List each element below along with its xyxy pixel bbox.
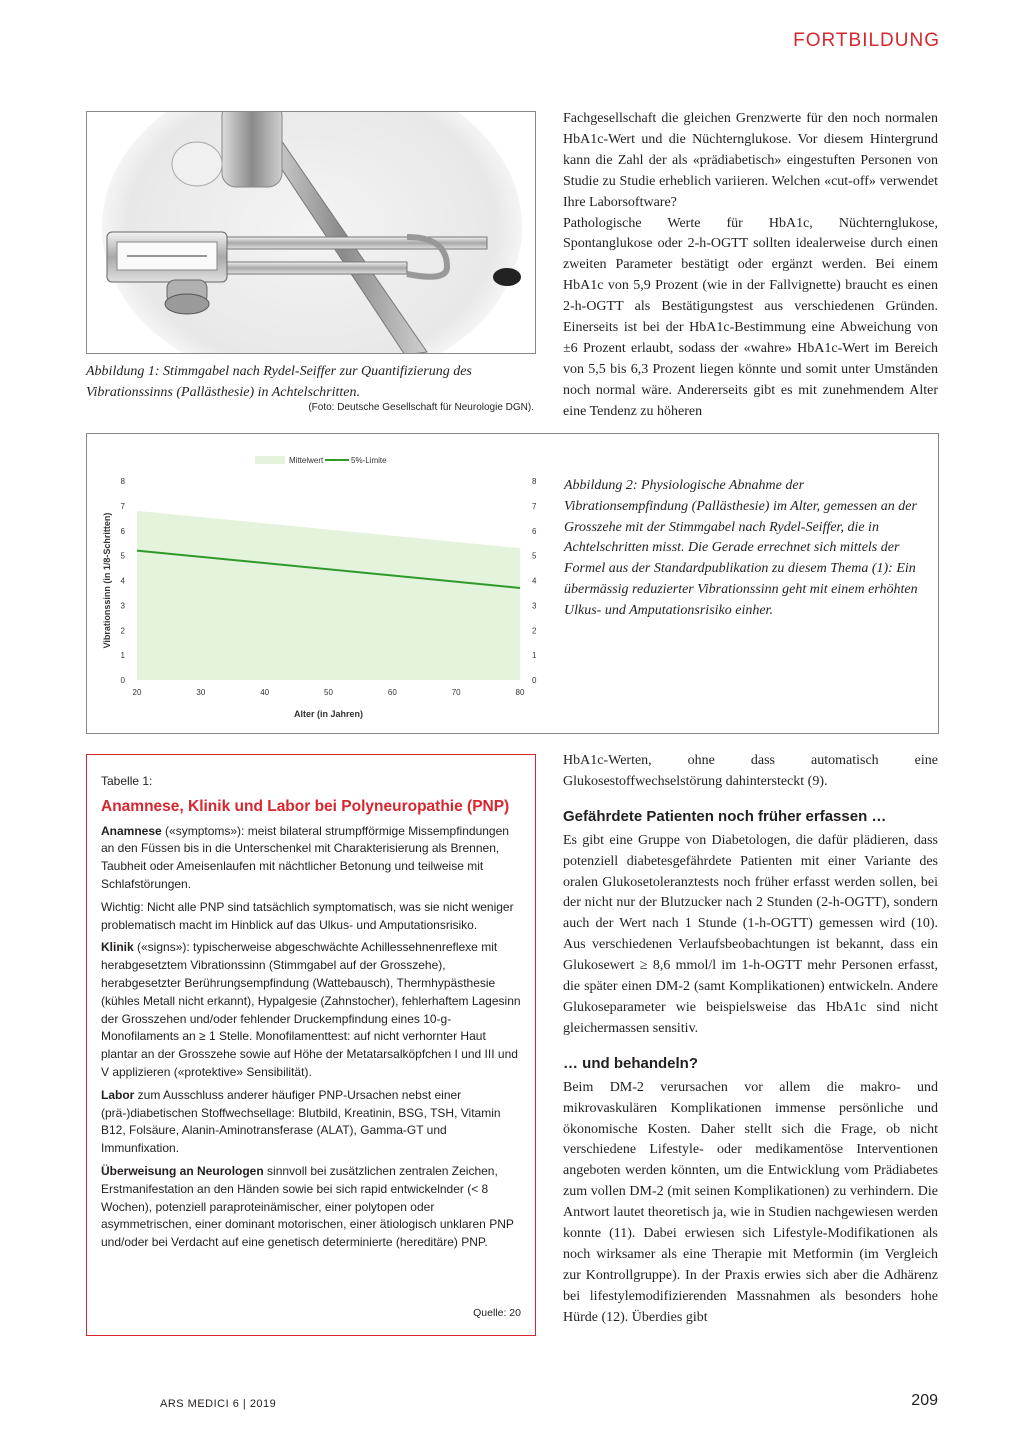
y-tick-label-right: 1 xyxy=(532,651,537,661)
paragraph: Es gibt eine Gruppe von Diabetologen, die dafür plädieren, dass potenziell diabetesgefährdete Patienten mit einer Variante des oralen Glukosetoleranztests noch früher erfasst werden sollen, bei der nicht nur der Blutzucker nach 2 Stunden (2-h-OGTT), sondern auch der Wert nach 1 Stunde (1-h-OGTT) gemessen wird (10). Aus verschiedenen Verlaufsbeobachtungen ist bekannt, dass ein Glukosewert ≥ 8,6 mmol/l im 1-h-OGTT mehr Personen erfasst, die später einen DM-2 (samt Komplikationen) entwickeln. Andere Glukoseparameter wie beispielsweise das HbA1c sind nicht gleichermassen sensitiv. xyxy=(563,832,938,1036)
x-tick-label: 50 xyxy=(324,688,333,697)
labor-head: Labor xyxy=(101,1087,135,1102)
y-tick-label-left: 2 xyxy=(120,626,125,636)
y-tick-label-left: 6 xyxy=(120,526,125,536)
paragraph: HbA1c-Werten, ohne dass automatisch eine Glukosestoffwechselstörung dahintersteckt (9). xyxy=(563,753,938,789)
tuning-fork-illustration xyxy=(87,112,536,354)
y-tick-label-right: 6 xyxy=(532,526,537,536)
chart-frame xyxy=(86,433,939,734)
paragraph: Beim DM-2 verursachen vor allem die makro- und mikrovaskulären Komplikationen immense persönliche und ökonomische Kosten. Daher stellt sich die Frage, ob nicht verschiedene Lifestyle- oder medikamentöse Interventionen angeboten werden könnten, um die Entwicklung vom Prädiabetes zum vollen DM-2 (mit seinen Komplikationen) zu verhindern. Die Antwort lautet theoretisch ja, wie in Studien nachgewiesen werden konnte (11). Dabei erwiesen sich Lifestyle-Modifikationen als noch wirksamer als eine Therapie mit Metformin (im Vergleich zur Kontrollgruppe). In der Praxis erwies sich aber die Adhärenz bei lifestylemodifizierenden Massnahmen als besonders hohe Hürde (12). Überdies gibt xyxy=(563,1079,938,1325)
table-labor xyxy=(101,1087,521,1158)
table-klinik xyxy=(101,939,521,1081)
y-tick-label-left: 0 xyxy=(120,676,125,685)
right-column-top xyxy=(563,109,938,423)
y-tick-label-right: 5 xyxy=(532,551,537,561)
right-column-bottom xyxy=(563,751,938,1329)
y-tick-label-right: 2 xyxy=(532,626,537,636)
tuning-fork-photo xyxy=(86,111,536,354)
legend-swatch-mittelwert xyxy=(255,456,285,464)
x-tick-label: 60 xyxy=(387,688,397,697)
section-title: FORTBILDUNG xyxy=(793,30,940,51)
figure2-caption: Abbildung 2: Physiologische Abnahme der Vibrationsempfindung (Pallästhesie) im Alter, gemessen an der Grosszehe mit der Stimmgabel nach Rydel-Seiffer, die in Achtelschritten misst. Die Gerade errechnet sich mittels der Formel aus der Standardpublikation zu diesem Thema (1): Ein übermässig reduzierter Vibrationssinn geht mit einem erhöhten Ulkus- und Amputationsrisiko einher. xyxy=(564,478,918,618)
y-tick-label-left: 1 xyxy=(120,651,125,661)
y-tick-label-left: 7 xyxy=(120,501,125,511)
table-anamnese xyxy=(101,823,521,894)
page-number: 209 xyxy=(911,1392,938,1409)
ueberweisung-head: Überweisung an Neurologen xyxy=(101,1163,264,1178)
x-tick-label: 80 xyxy=(515,688,525,697)
y-tick-label-left: 5 xyxy=(120,551,125,561)
footer-journal: ARS MEDICI 6 | 2019 xyxy=(160,1398,277,1410)
y-tick-label-left: 3 xyxy=(120,601,125,611)
table-label: Tabelle 1: xyxy=(101,774,153,788)
figure1-caption: Abbildung 1: Stimmgabel nach Rydel-Seiffer zur Quantifizierung des Vibrationssinns (Pallästhesie) in Achtelschritten. xyxy=(86,364,472,400)
anamnese-head: Anamnese xyxy=(101,823,162,838)
x-tick-label: 20 xyxy=(132,688,142,697)
klinik-text: («signs»): typischerweise abgeschwächte Achillessehnenreflexe mit herabgesetztem Vibrationssinn (Stimmgabel auf der Grosszehe), herabgesetzter Berührungsempfindung (Wattebausch), Thermhypästhesie (kühles Metall nicht erkannt), Hypalgesie (Zahnstocher), fehlerhaftem Lagesinn der Grosszehen und/oder fehlender Druckempfindung eines 10-g-Monofilaments an ≥ 1 Stelle. Monofilamenttest: auf nicht verhornter Haut plantar an der Grosszehe sowie auf Höhe der Metatarsalköpfchen I und III und V applizieren («protektive» Sensibilität). xyxy=(101,940,521,1079)
paragraph: Pathologische Werte für HbA1c, Nüchternglukose, Spontanglukose oder 2-h-OGTT sollten idealerweise durch einen zweiten Parameter bestätigt oder ergänzt werden. Bei einem HbA1c von 5,9 Prozent (wie in der Fallvignette) braucht es einen 2-h-OGTT als Bestätigungstest aus verschiedenen Gründen. Einerseits ist bei der HbA1c-Bestimmung eine Abweichung von ±6 Prozent erlaubt, sodass der «wahre» HbA1c-Wert im Bereich von 5,5 bis 6,3 Prozent liegen könnte und somit unter Umständen noch normal wäre. Andererseits gibt es mit zunehmendem Alter eine Tendenz zu höheren xyxy=(563,215,938,419)
table-ueberweisung xyxy=(101,1163,521,1252)
labor-text: zum Ausschluss anderer häufiger PNP-Ursachen nebst einer (prä-)diabetischen Stoffwechsellage: Blutbild, Kreatinin, BSG, TSH, Vitamin B12, Folsäure, Alanin-Aminotransferase (ALAT), Gamma-GT und Immunfixation. xyxy=(101,1087,501,1156)
y-axis-label: Vibrationssinn (in 1/8-Schritten) xyxy=(102,512,112,649)
x-tick-label: 40 xyxy=(260,688,270,697)
y-tick-label-right: 7 xyxy=(532,501,537,511)
legend-label-mittelwert: Mittelwert xyxy=(289,456,324,465)
table-1-box xyxy=(86,754,536,1336)
table-wichtig: Wichtig: Nicht alle PNP sind tatsächlich symptomatisch, was sie nicht weniger problematisch macht im Hinblick auf das Ulkus- und Amputationsrisiko. xyxy=(101,899,514,932)
y-tick-label-right: 8 xyxy=(532,477,537,486)
table-title: Anamnese, Klinik und Labor bei Polyneuropathie (PNP) xyxy=(101,797,510,815)
ueberweisung-text: sinnvoll bei zusätzlichen zentralen Zeichen, Erstmanifestation an den Händen sowie bei sich rapid entwickelnder (< 8 Wochen), potenziell paraproteinämischer, einer polytopen oder asymmetrischen, einer dominant motorischen, einer ätiologisch unklaren PNP und/oder bei Verdacht auf eine genetisch determinierte (hereditäre) PNP. xyxy=(101,1163,514,1250)
y-tick-label-right: 0 xyxy=(532,676,537,685)
x-tick-label: 30 xyxy=(196,688,206,697)
figure1-credit: (Foto: Deutsche Gesellschaft für Neurologie DGN). xyxy=(308,402,534,413)
anamnese-text: («symptoms»): meist bilateral strumpfförmige Missempfindungen an den Füssen bis in die Unterschenkel mit Charakterisierung als Brennen, Taubheit oder Ameisenlaufen mit nächtlicher Betonung und teilweise mit Schlafstörungen. xyxy=(101,823,509,891)
y-tick-label-left: 8 xyxy=(120,477,125,486)
subheading: … und behandeln? xyxy=(563,1054,698,1072)
y-tick-label-right: 3 xyxy=(532,601,537,611)
vibration-chart xyxy=(87,434,547,735)
x-axis-label: Alter (in Jahren) xyxy=(293,709,364,719)
y-tick-label-right: 4 xyxy=(532,576,537,586)
subheading: Gefährdete Patienten noch früher erfassen … xyxy=(563,807,887,825)
table-source: Quelle: 20 xyxy=(473,1307,521,1320)
paragraph: Fachgesellschaft die gleichen Grenzwerte für den noch normalen HbA1c-Wert und die Nüchternglukose. Vor diesem Hintergrund kann die Zahl der als «prädiabetisch» eingestuften Personen von Studie zu Studie erheblich variieren. Welchen «cut-off» verwendet Ihre Laborsoftware? xyxy=(563,111,938,210)
legend-label-5pct-limite: 5%-Limite xyxy=(351,456,387,465)
klinik-head: Klinik xyxy=(101,940,134,955)
y-tick-label-left: 4 xyxy=(120,576,125,586)
series-area-mittelwert xyxy=(137,511,520,680)
x-tick-label: 70 xyxy=(451,688,461,697)
